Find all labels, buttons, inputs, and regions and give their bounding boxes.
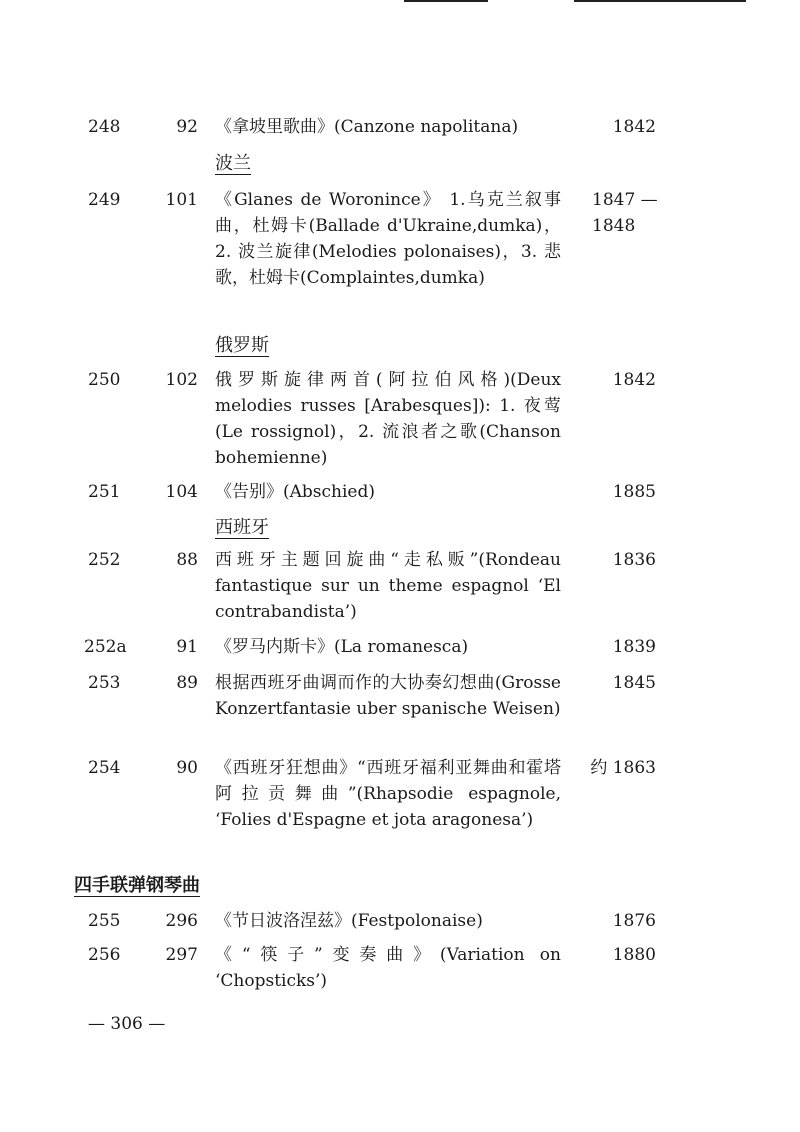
work-title: 俄罗斯旋律两首(阿拉伯风格)(Deux melodies russes [Arabesques]): 1. 夜莺(Le rossignol)，2. 流浪者之歌(Chanson bohemienne) [215,370,561,468]
work-year: 1885 [612,482,656,502]
work-title: 西班牙主题回旋曲“走私贩”(Rondeau fantastique sur un theme espagnol ‘El contrabandista’) [215,550,561,622]
work-number: 249 [88,190,121,210]
work-year: 1876 [612,911,656,931]
work-title: 根据西班牙曲调而作的大协奏幻想曲(Grosse Konzertfantasie uber spanische Weisen) [215,673,561,719]
work-year: 1880 [612,945,656,965]
work-number: 251 [88,482,121,502]
catalog-number: 297 [165,945,198,965]
catalog-number: 296 [165,911,198,931]
catalog-number: 101 [165,190,198,210]
work-year: 约 1863 [590,758,656,778]
catalog-number: 102 [165,370,198,390]
work-year: 1839 [612,637,656,657]
work-number: 250 [88,370,121,390]
section-heading-poland: 波兰 [215,153,251,174]
work-title: 《节日波洛涅兹》(Festpolonaise) [215,911,483,931]
work-year: 1842 [612,117,656,137]
section-heading-four-hands: 四手联弹钢琴曲 [74,875,200,896]
work-title: 《“筷子”变奏曲》(Variation on ‘Chopsticks’) [215,945,561,991]
catalog-number: 91 [176,637,198,657]
work-number: 252a [84,637,127,657]
catalog-number: 90 [176,758,198,778]
work-year: 1842 [612,370,656,390]
section-heading-russia: 俄罗斯 [215,335,269,356]
work-number: 255 [88,911,121,931]
work-number: 253 [88,673,121,693]
catalog-number: 92 [176,117,198,137]
work-number: 252 [88,550,121,570]
section-heading-spain: 西班牙 [215,517,269,538]
work-title: 《罗马内斯卡》(La romanesca) [215,637,469,657]
work-number: 254 [88,758,121,778]
work-title: 《拿坡里歌曲》(Canzone napolitana) [215,117,519,137]
top-rule-left [404,0,488,2]
page-number: — 306 — [88,1014,166,1034]
work-title: 《西班牙狂想曲》“西班牙福利亚舞曲和霍塔阿拉贡舞曲”(Rhapsodie espagnole, ‘Folies d'Espagne et jota aragonesa’) [215,758,561,830]
top-rule-right [574,0,746,2]
catalog-number: 89 [176,673,198,693]
work-title: 《告别》(Abschied) [215,482,375,502]
work-year: 1847 —1848 [592,190,658,236]
work-year: 1836 [612,550,656,570]
work-year: 1845 [612,673,656,693]
work-number: 256 [88,945,121,965]
work-number: 248 [88,117,121,137]
catalog-number: 88 [176,550,198,570]
work-title: 《Glanes de Woronince》 1.乌克兰叙事曲，杜姆卡(Ballade d'Ukraine,dumka)，2. 波兰旋律(Melodies polonaises)，3. 悲歌，杜姆卡(Complaintes,dumka) [215,190,561,288]
catalog-number: 104 [165,482,198,502]
